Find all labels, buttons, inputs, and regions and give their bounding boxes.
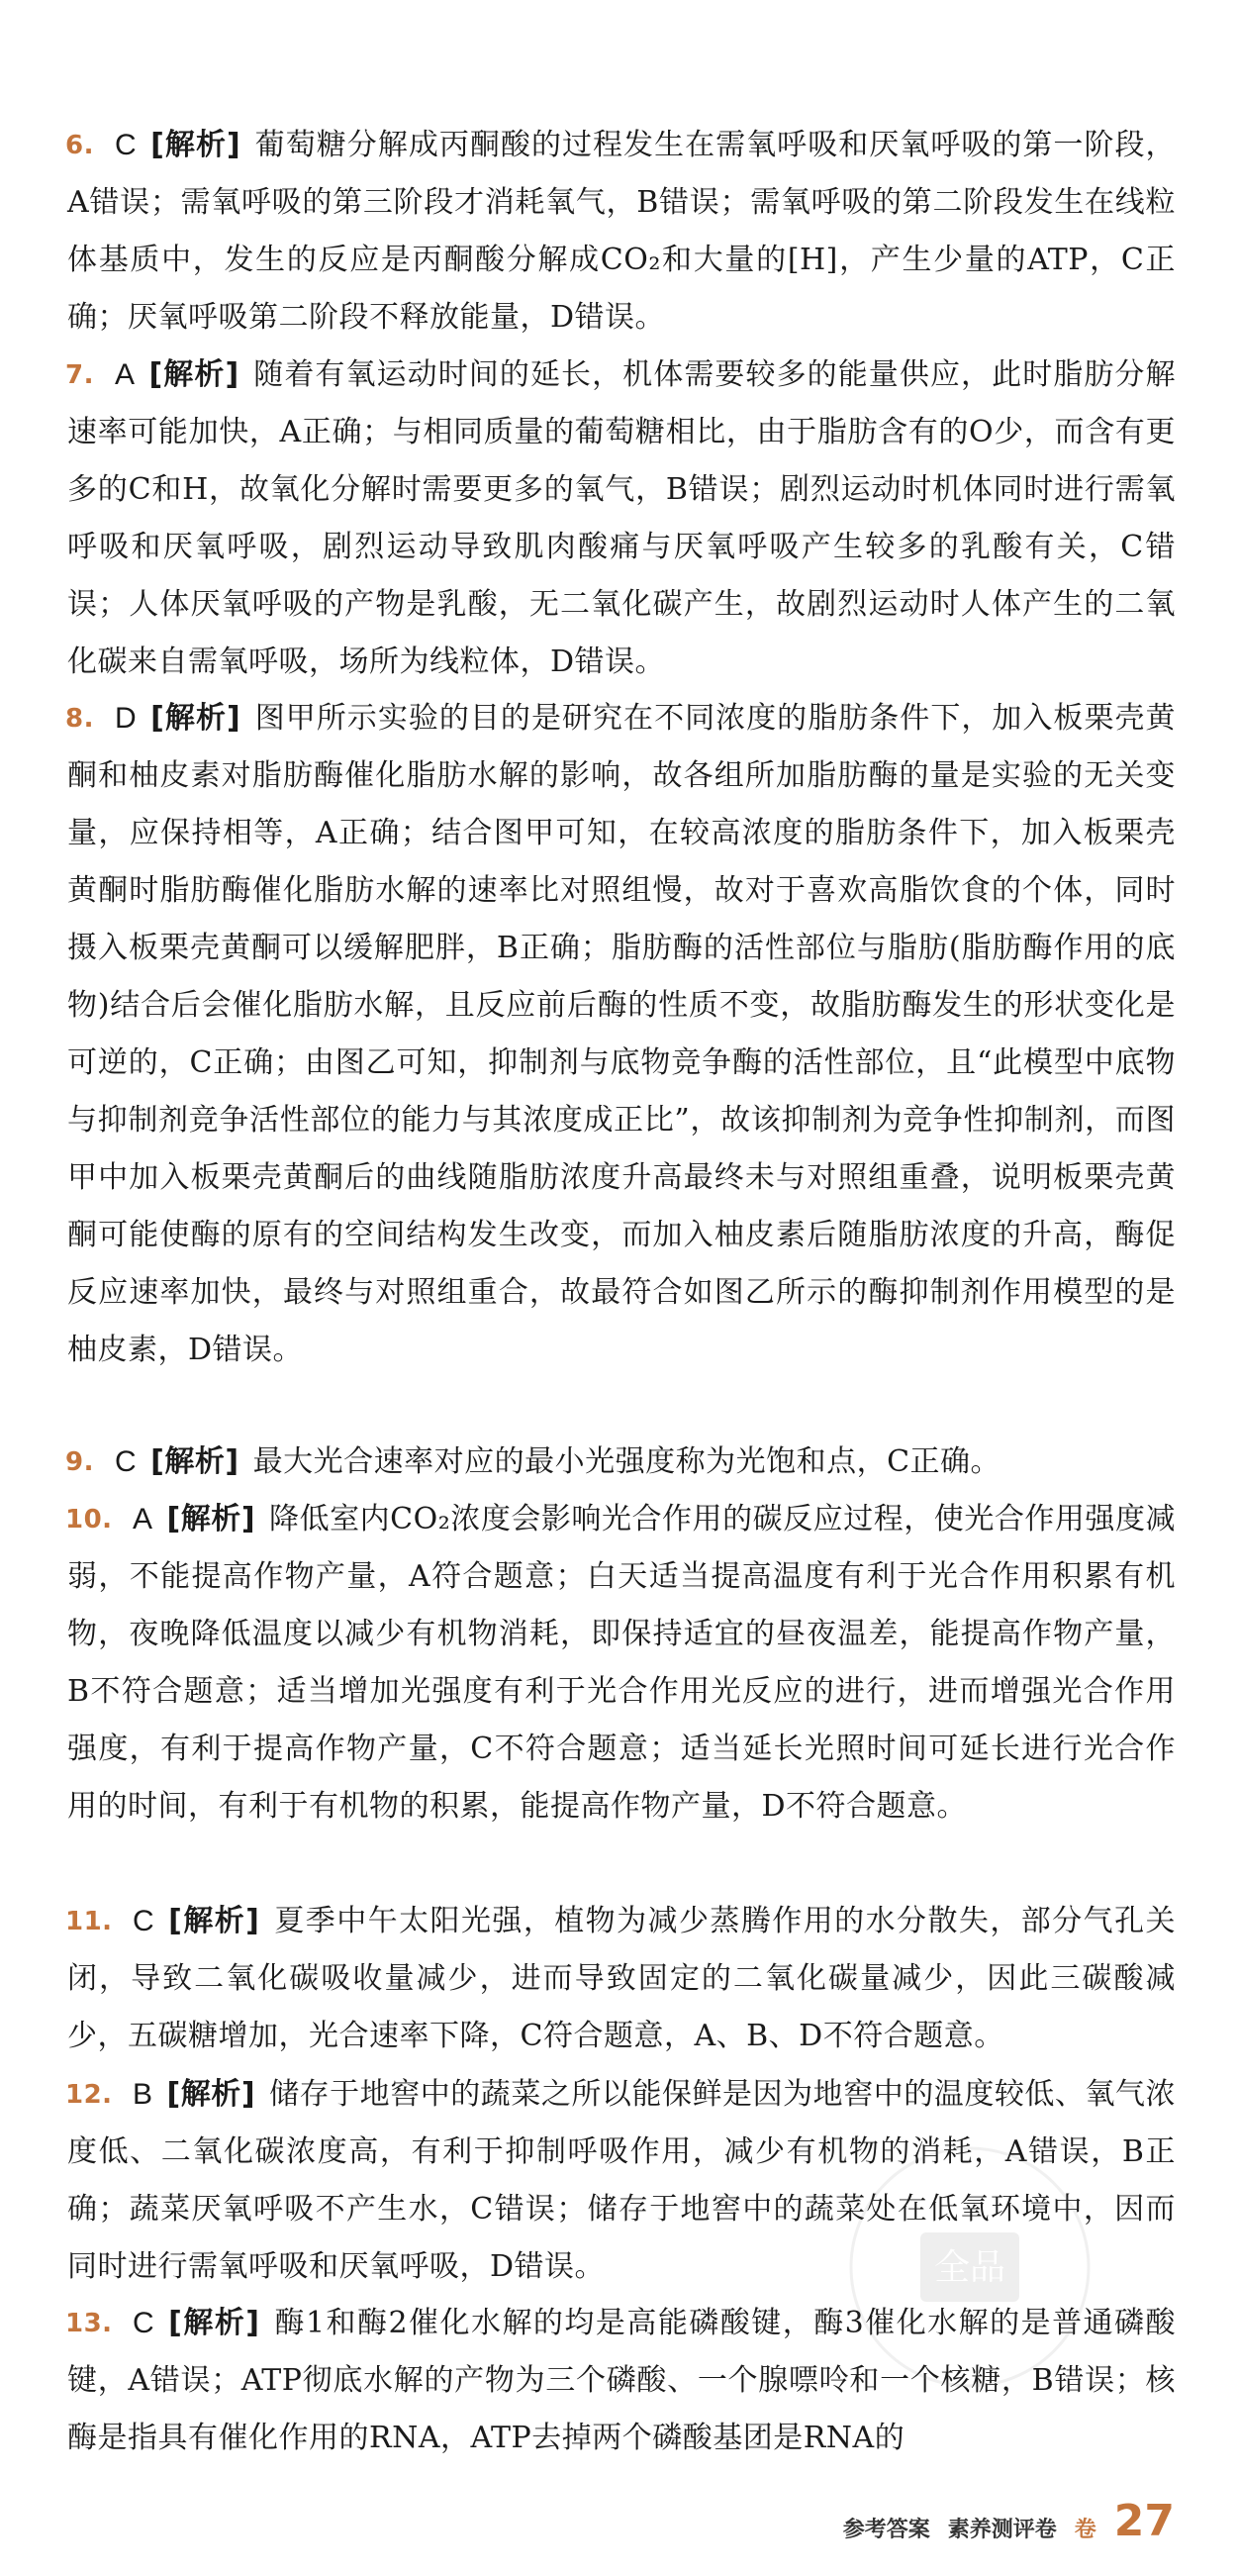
analysis-text: 酶1和酶2催化水解的均是高能磷酸键，酶3催化水解的是普通磷酸键，A错误；ATP彻底水解的产物为三个磷酸、一个腺嘌呤和一个核糖，B错误；核酶是指具有催化作用的RNA，ATP去掉两个磷酸基团是RNA的	[67, 2306, 1176, 2455]
question-number: 6.	[65, 131, 94, 160]
question-number: 13.	[65, 2309, 113, 2338]
page-footer	[842, 2496, 1175, 2546]
question-number: 8.	[65, 704, 94, 734]
answer-body	[67, 690, 1176, 1379]
answer-letter: B	[133, 2078, 153, 2111]
watermark-text: 全品	[933, 2247, 1006, 2288]
analysis-tag: [解析]	[166, 1502, 256, 1536]
question-number: 9.	[65, 1447, 94, 1477]
question-number: 12.	[65, 2080, 113, 2110]
answer-body	[67, 2295, 1176, 2467]
question-number: 7.	[65, 360, 94, 390]
answer-letter: C	[133, 1905, 155, 1937]
answer-letter: C	[115, 1445, 138, 1478]
footer-label-series: 素养测评卷	[947, 2518, 1057, 2542]
footer-label-answers: 参考答案	[842, 2518, 930, 2542]
answer-item-10	[67, 1491, 1176, 1835]
analysis-tag: [解析]	[150, 1444, 239, 1479]
answer-item-7	[67, 347, 1176, 691]
analysis-text: 夏季中午太阳光强，植物为减少蒸腾作用的水分散失，部分气孔关闭，导致二氧化碳吸收量减少，进而导致固定的二氧化碳量减少，因此三碳酸减少，五碳糖增加，光合速率下降，C符合题意，A、B、D不符合题意。	[67, 1904, 1177, 2053]
analysis-text: 图甲所示实验的目的是研究在不同浓度的脂肪条件下，加入板栗壳黄酮和柚皮素对脂肪酶催化脂肪水解的影响，故各组所加脂肪酶的量是实验的无关变量，应保持相等，A正确；结合图甲可知，在较高浓度的脂肪条件下，加入板栗壳黄酮时脂肪酶催化脂肪水解的速率比对照组慢，故对于喜欢高脂饮食的个体，同时摄入板栗壳黄酮可以缓解肥胖，B正确；脂肪酶的活性部位与脂肪(脂肪酶作用的底物)结合后会催化脂肪水解，且反应前后酶的性质不变，故脂肪酶发生的形状变化是可逆的，C正确；由图乙可知，抑制剂与底物竞争酶的活性部位，且“此模型中底物与抑制剂竞争活性部位的能力与其浓度成正比”，故该抑制剂为竞争性抑制剂，而图甲中加入板栗壳黄酮后的曲线随脂肪浓度升高最终未与对照组重叠，说明板栗壳黄酮可能使酶的原有的空间结构发生改变，而加入柚皮素后随脂肪浓度的升高，酶促反应速率加快，最终与对照组重合，故最符合如图乙所示的酶抑制剂作用模型的是柚皮素，D错误。	[67, 701, 1177, 1367]
answer-item-13	[67, 2295, 1176, 2467]
question-number: 10.	[65, 1505, 113, 1535]
answer-item-11	[67, 1893, 1176, 2065]
analysis-text: 随着有氧运动时间的延长，机体需要较多的能量供应，此时脂肪分解速率可能加快，A正确；与相同质量的葡萄糖相比，由于脂肪含有的O少，而含有更多的C和H，故氧化分解时需要更多的氧气，B错误；剧烈运动时机体同时进行需氧呼吸和厌氧呼吸，剧烈运动导致肌肉酸痛与厌氧呼吸产生较多的乳酸有关，C错误；人体厌氧呼吸的产物是乳酸，无二氧化碳产生，故剧烈运动时人体产生的二氧化碳来自需氧呼吸，场所为线粒体，D错误。	[67, 357, 1177, 679]
page-number: 27	[1113, 2496, 1175, 2546]
answer-body	[67, 117, 1176, 347]
footer-label-volume: 卷	[1074, 2518, 1096, 2542]
answer-body	[67, 1491, 1176, 1835]
analysis-text: 降低室内CO₂浓度会影响光合作用的碳反应过程，使光合作用强度减弱，不能提高作物产量，A符合题意；白天适当提高温度有利于光合作用积累有机物，夜晚降低温度以减少有机物消耗，即保持适宜的昼夜温差，能提高作物产量，B不符合题意；适当增加光强度有利于光合作用光反应的进行，进而增强光合作用强度，有利于提高作物产量，C不符合题意；适当延长光照时间可延长进行光合作用的时间，有利于有机物的积累，能提高作物产量，D不符合题意。	[67, 1502, 1176, 1824]
analysis-tag: [解析]	[168, 1904, 260, 1938]
answer-item-12	[67, 2066, 1176, 2296]
answer-body	[67, 1434, 1176, 1491]
analysis-tag: [解析]	[150, 128, 241, 162]
question-number: 11.	[65, 1907, 113, 1936]
analysis-text: 储存于地窖中的蔬菜之所以能保鲜是因为地窖中的温度较低、氧气浓度低、二氧化碳浓度高，有利于抑制呼吸作用，减少有机物的消耗，A错误，B正确；蔬菜厌氧呼吸不产生水，C错误；储存于地窖中的蔬菜处在低氧环境中，因而同时进行需氧呼吸和厌氧呼吸，D错误。	[67, 2077, 1177, 2284]
answer-item-9	[67, 1434, 1176, 1491]
analysis-tag: [解析]	[148, 357, 239, 392]
analysis-text: 葡萄糖分解成丙酮酸的过程发生在需氧呼吸和厌氧呼吸的第一阶段，A错误；需氧呼吸的第三阶段才消耗氧气，B错误；需氧呼吸的第二阶段发生在线粒体基质中，发生的反应是丙酮酸分解成CO₂和大量的[H]，产生少量的ATP，C正确；厌氧呼吸第二阶段不释放能量，D错误。	[67, 128, 1177, 335]
analysis-tag: [解析]	[150, 701, 241, 736]
answer-letter: A	[133, 1503, 153, 1536]
answer-body	[67, 347, 1176, 691]
answer-letter: A	[115, 358, 136, 391]
analysis-tag: [解析]	[166, 2077, 256, 2112]
answer-item-8	[67, 690, 1176, 1379]
analysis-tag: [解析]	[168, 2306, 260, 2340]
answer-letter: C	[133, 2307, 155, 2339]
analysis-text: 最大光合速率对应的最小光强度称为光饱和点，C正确。	[252, 1444, 1001, 1479]
answer-letter: D	[115, 702, 138, 735]
answer-body	[67, 2066, 1176, 2296]
answer-item-6	[67, 117, 1176, 347]
answer-body	[67, 1893, 1176, 2065]
answer-letter: C	[115, 129, 138, 161]
